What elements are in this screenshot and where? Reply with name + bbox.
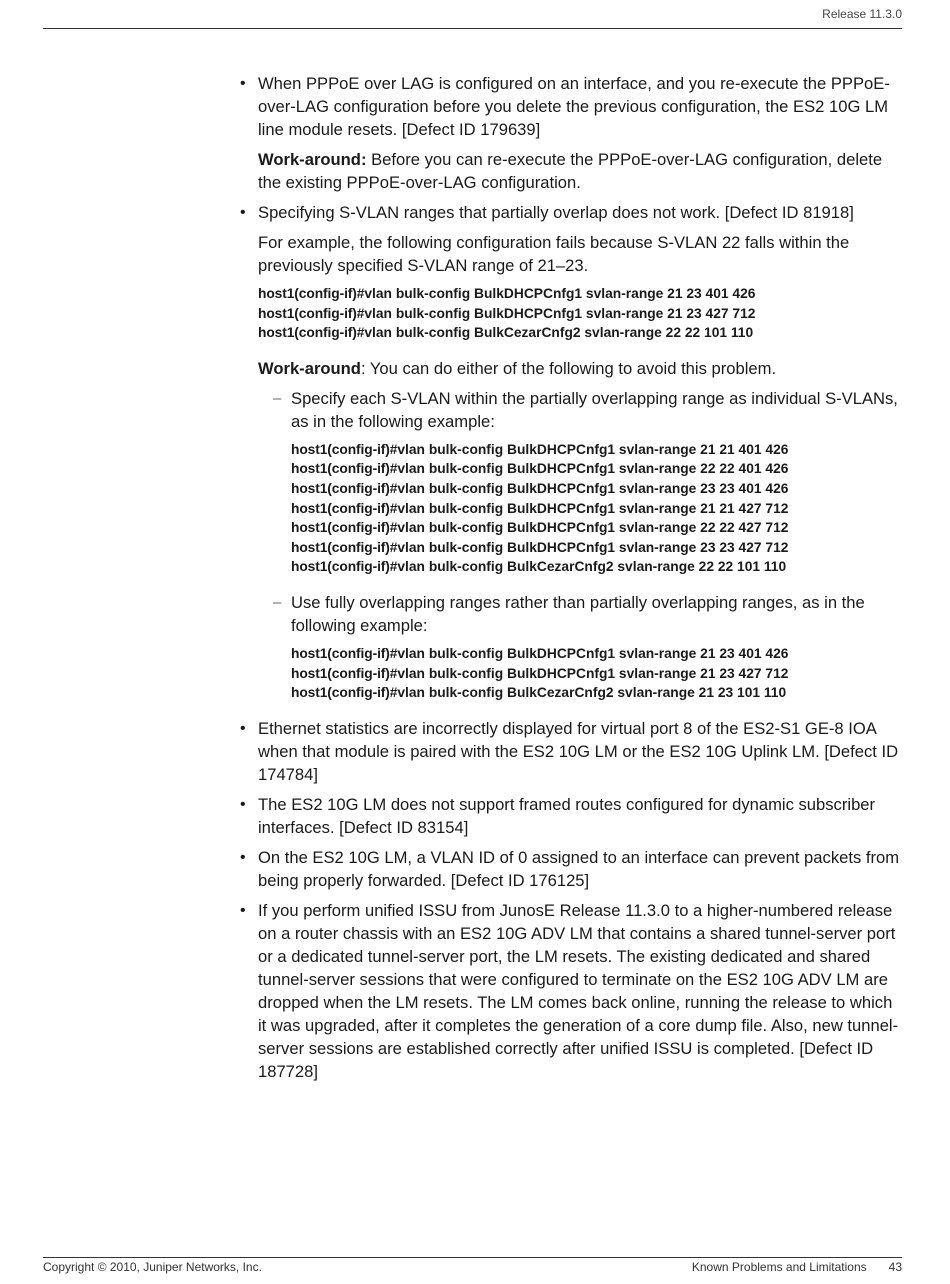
- option-item: [258, 387, 905, 577]
- cli-command: vlan bulk-config BulkCezarCnfg2 svlan-range 21 23 101 110: [397, 685, 787, 701]
- cli-prompt: host1(config-if)#: [291, 500, 398, 516]
- page-number: 43: [888, 1260, 902, 1274]
- code-line: [258, 304, 905, 324]
- code-line: [291, 538, 905, 558]
- code-block: [258, 284, 905, 343]
- cli-command: vlan bulk-config BulkDHCPCnfg1 svlan-range 21 21 427 712: [397, 500, 789, 516]
- cli-prompt: host1(config-if)#: [291, 559, 398, 575]
- list-item: [240, 899, 905, 1083]
- cli-command: vlan bulk-config BulkDHCPCnfg1 svlan-range 23 23 401 426: [397, 480, 789, 496]
- code-block: [291, 440, 905, 577]
- running-header: Release 11.3.0: [822, 7, 902, 21]
- option-text: – Use fully overlapping ranges rather than partially overlapping ranges, as in the following example:: [291, 592, 865, 635]
- footer-section: Known Problems and Limitations: [691, 1260, 867, 1274]
- option-text: – Specify each S-VLAN within the partially overlapping range as individual S-VLANs, as in the following example:: [291, 388, 898, 431]
- footer-rule: [43, 1257, 902, 1258]
- cli-prompt: host1(config-if)#: [291, 539, 398, 555]
- workaround: [258, 148, 905, 194]
- cli-prompt: host1(config-if)#: [291, 461, 398, 477]
- cli-prompt: host1(config-if)#: [258, 286, 365, 301]
- workaround-text: Before you can re-execute the PPPoE-over-LAG configuration, delete the existing PPPoE-over-LAG configuration.: [258, 150, 883, 192]
- code-line: [291, 479, 905, 499]
- list-item: [240, 717, 905, 786]
- list-item: [240, 72, 905, 194]
- cli-command: vlan bulk-config BulkDHCPCnfg1 svlan-range 22 22 427 712: [397, 520, 789, 536]
- code-line: [291, 440, 905, 460]
- cli-command: vlan bulk-config BulkDHCPCnfg1 svlan-range 21 23 427 712: [397, 665, 789, 681]
- item-text: • Specifying S-VLAN ranges that partially overlap does not work. [Defect ID 81918]: [258, 203, 854, 222]
- header-rule: [43, 28, 902, 29]
- cli-prompt: host1(config-if)#: [291, 685, 398, 701]
- cli-prompt: host1(config-if)#: [258, 305, 365, 321]
- list-item: [240, 201, 905, 703]
- workaround-label: Work-around: [258, 358, 361, 378]
- item-text: • If you perform unified ISSU from JunosE Release 11.3.0 to a higher-numbered release on a router chassis with an ES2 10G ADV LM that contains a shared tunnel-server port or a dedicated tunnel-server port, the LM resets. The existing dedicated and shared tunnel-server sessions that were configured to terminate on the ES2 10G ADV LM are dropped when the LM resets. The LM comes back online, running the release to which it was upgraded, after it completes the generation of a core dump file. Also, new tunnel-server sessions are established correctly after unified ISSU is completed. [Defect ID 187728]: [258, 900, 899, 1081]
- cli-command: vlan bulk-config BulkDHCPCnfg1 svlan-range 21 23 401 426: [397, 645, 789, 661]
- page-content: [240, 72, 905, 1090]
- cli-command: vlan bulk-config BulkDHCPCnfg1 svlan-range 21 23 427 712: [364, 305, 756, 321]
- code-line: [291, 459, 905, 479]
- workaround: [258, 357, 905, 380]
- option-item: [258, 591, 905, 703]
- item-text: • Ethernet statistics are incorrectly displayed for virtual port 8 of the ES2-S1 GE-8 IOA when that module is paired with the ES2 10G LM or the ES2 10G Uplink LM. [Defect ID 174784]: [258, 718, 899, 784]
- cli-prompt: host1(config-if)#: [258, 325, 365, 341]
- item-text: • On the ES2 10G LM, a VLAN ID of 0 assigned to an interface can prevent packets from being properly forwarded. [Defect ID 176125]: [258, 847, 900, 890]
- footer-right: [692, 1260, 902, 1274]
- code-line: [291, 518, 905, 538]
- code-line: [291, 557, 905, 577]
- cli-command: vlan bulk-config BulkCezarCnfg2 svlan-range 22 22 101 110: [364, 325, 754, 341]
- list-item: [240, 793, 905, 839]
- code-line: [291, 664, 905, 684]
- cli-prompt: host1(config-if)#: [291, 441, 398, 457]
- item-text: • The ES2 10G LM does not support framed routes configured for dynamic subscriber interfaces. [Defect ID 83154]: [258, 794, 876, 837]
- code-block: [291, 644, 905, 703]
- cli-prompt: host1(config-if)#: [291, 665, 398, 681]
- cli-command: vlan bulk-config BulkDHCPCnfg1 svlan-range 23 23 427 712: [397, 539, 789, 555]
- list-item: [240, 846, 905, 892]
- cli-prompt: host1(config-if)#: [291, 520, 398, 536]
- cli-command: vlan bulk-config BulkDHCPCnfg1 svlan-range 22 22 401 426: [397, 461, 789, 477]
- example-text: For example, the following configuration fails because S-VLAN 22 falls within the previously specified S-VLAN range of 21–23.: [258, 233, 850, 275]
- code-line: [291, 683, 905, 703]
- code-line: [291, 499, 905, 519]
- cli-prompt: host1(config-if)#: [291, 480, 398, 496]
- cli-command: vlan bulk-config BulkCezarCnfg2 svlan-range 22 22 101 110: [397, 559, 787, 575]
- workaround-options: [258, 387, 905, 703]
- code-line: [291, 644, 905, 664]
- workaround-text: : You can do either of the following to avoid this problem.: [360, 358, 777, 378]
- code-line: [258, 284, 905, 304]
- cli-prompt: host1(config-if)#: [291, 645, 398, 661]
- code-line: [258, 323, 905, 343]
- cli-command: vlan bulk-config BulkDHCPCnfg1 svlan-range 21 21 401 426: [397, 441, 789, 457]
- workaround-label: Work-around:: [258, 150, 367, 169]
- item-text: • When PPPoE over LAG is configured on an interface, and you re-execute the PPPoE-over-LAG configuration before you delete the previous configuration, the ES2 10G LM line module resets. [Defect ID 179639]: [258, 74, 890, 139]
- known-problems-list: [240, 72, 905, 1083]
- cli-command: vlan bulk-config BulkDHCPCnfg1 svlan-range 21 23 401 426: [364, 286, 756, 301]
- footer-copyright: Copyright © 2010, Juniper Networks, Inc.: [43, 1260, 262, 1274]
